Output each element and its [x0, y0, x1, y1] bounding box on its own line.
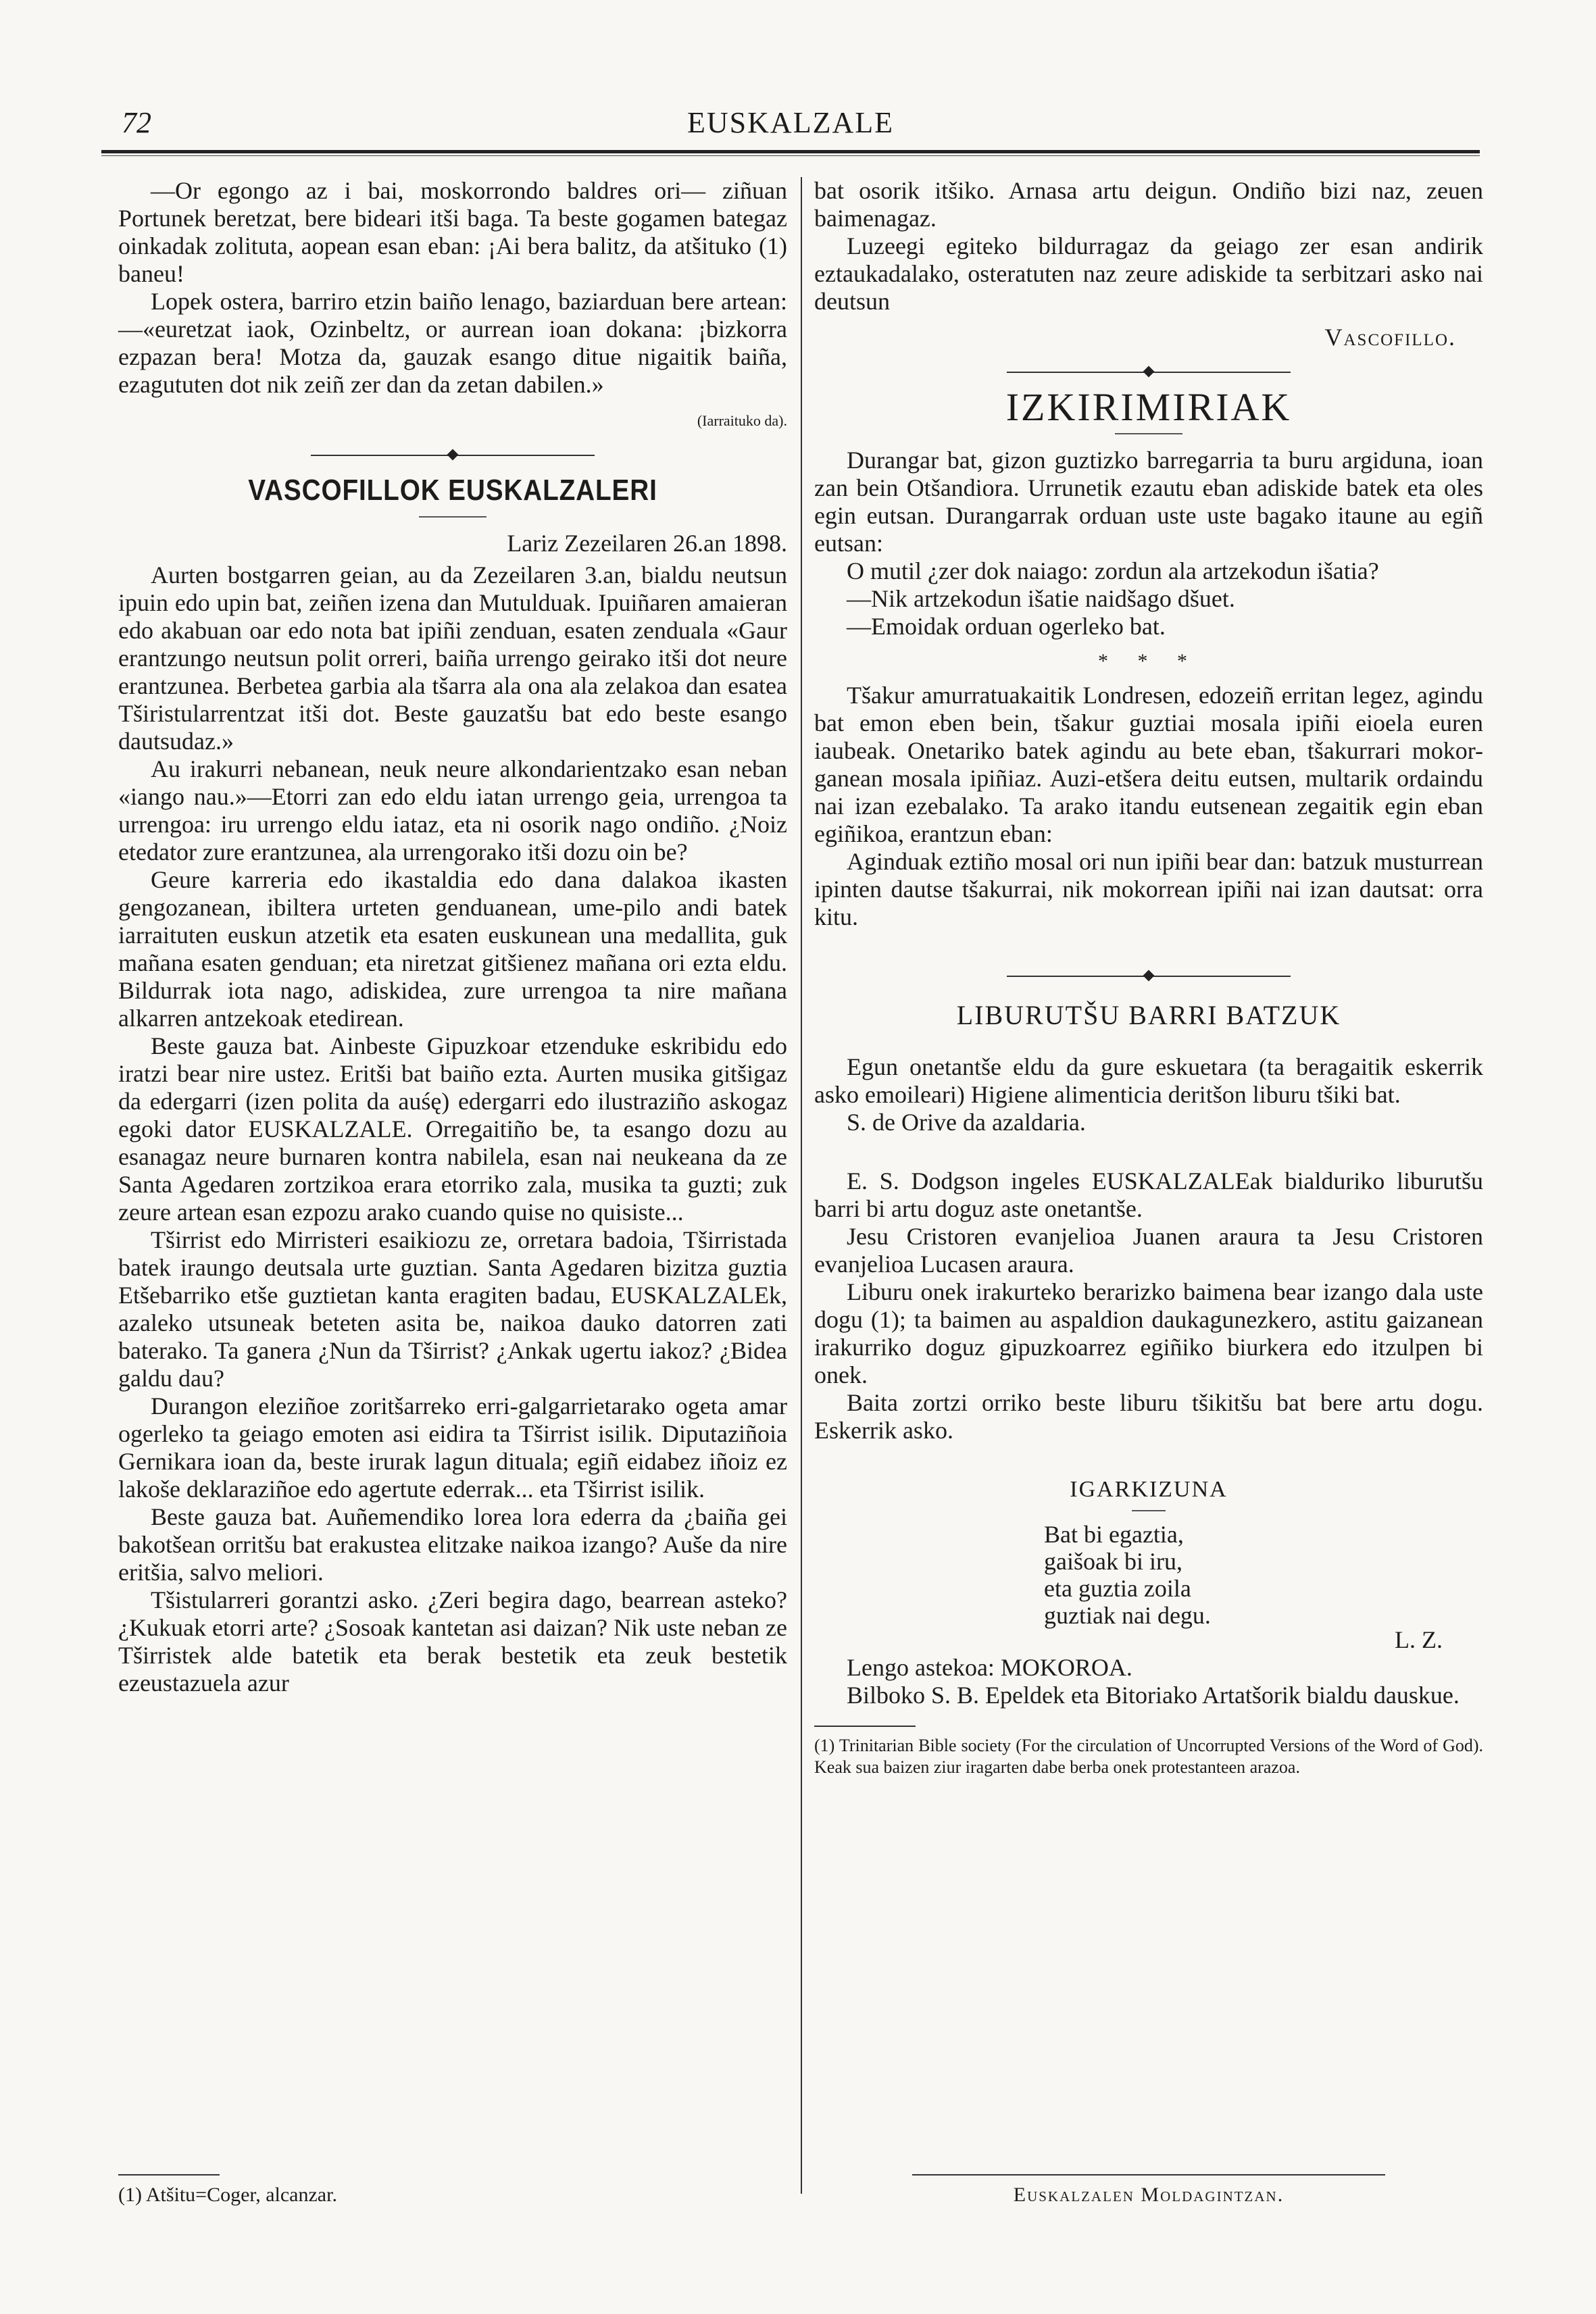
verse-line: gaišoak bi iru,: [1044, 1548, 1182, 1575]
column-divider: [801, 177, 802, 2194]
verse-line: guztiak nai degu.: [1044, 1602, 1211, 1629]
verse-line: eta guztia zoila: [1044, 1575, 1191, 1602]
footnote-rule: [814, 1726, 916, 1727]
ornament-divider: [1007, 368, 1291, 377]
letter-date: Lariz Zezeilaren 26.an 1898.: [507, 530, 787, 557]
verse-signature: L. Z.: [1395, 1626, 1443, 1653]
left-column: [118, 177, 787, 1697]
paragraph: Durangar bat, gizon guztizko barregarria ta buru argiduna, ioan zan bein Otšandiora. Urrunetik ezautu eban adiskide batek eta oles egin eutsan. Durangarrak orduan uste uste bagako itaune au egiñ eutsan:: [814, 447, 1483, 557]
paragraph: Aginduak eztiño mosal ori nun ipiñi bear dan: batzuk musturrean ipinten dautse tšakurrai, nik mokorrean ipiñi nai izan dautsat: orra kitu.: [814, 848, 1483, 930]
paragraph: Au irakurri nebanean, neuk neure alkondarientzako esan neban «iango nau.»—Etorri zan edo eldu iatan urrengo geia, urrengoa ta urrengoa: iru urrengo eldu iataz, eta ni osorik nago ondiño. ¿Noiz etedator zure erantzunea, ala urrengorako itši dozu oin be?: [118, 755, 787, 865]
printer-imprint: Euskalzalen Moldagintzan.: [1013, 2184, 1285, 2206]
paragraph: Bilboko S. B. Epeldek eta Bitoriako Artatšorik bialdu dauskue.: [847, 1682, 1460, 1709]
paragraph: bat osorik itšiko. Arnasa artu deigun. Ondiño bizi naz, zeuen baimenagaz.: [814, 177, 1483, 232]
riddle-verse: [1044, 1521, 1483, 1629]
short-rule: [1132, 1510, 1166, 1511]
section-title: LIBURUTŠU BARRI BATZUK: [956, 1000, 1341, 1030]
paragraph: Aurten bostgarren geian, au da Zezeilaren 3.an, bialdu neutsun ipuin edo upin bat, zeiñen izena dan Mutulduak. Ipuiñaren amaieran edo akabuan oar edo nota bat ipiñi zenduan, esaten zenduala «Gaur erantzungo neutsun polit orreri, baiña urrengo geirako itši dot neure erantzunea. Berbetea garbia ala tšarra ala ona ala zelakoa dan esatea Tširistularrentzat itši dot. Beste gauzatšu bat edo beste esango dautsudaz.»: [118, 561, 787, 755]
section-title: IGARKIZUNA: [1070, 1477, 1228, 1502]
footnote-left: (1) Atšitu=Coger, alcanzar.: [118, 2184, 337, 2206]
paragraph: S. de Orive da azaldaria.: [847, 1109, 1086, 1136]
paragraph: —Or egongo az i bai, moskorrondo baldres ori— ziñuan Portunek beretzat, bere bideari itši baga. Ta beste gogamen bategaz oinkadak zolituta, aopean esan eban: ¡Ai bera balitz, da atšituko (1) baneu!: [118, 177, 787, 287]
ornament-divider: [1007, 972, 1291, 981]
paragraph: —Nik artzekodun išatie naidšago dšuet.: [847, 585, 1235, 612]
footnote-right: (1) Trinitarian Bible society (For the circulation of Uncorrupted Versions of the Word of God). Keak sua baizen ziur iragarten dabe berba onek protestanteen arazoa.: [814, 1736, 1483, 1777]
paragraph: Geure karreria edo ikastaldia edo dana dalakoa ikasten gengozanean, ibiltera urteten genduanean, ume-pilo andi batek iarraituten euskun atzetik eta esaten euskunean una medallita, guk mañana esaten genduan; eta niretzat gitšienez mañana ori ezta eldu. Bildurrak iota nago, adiskidea, zure urrengoa ta nire mañana alkarren antzekoak etedirean.: [118, 866, 787, 1032]
paragraph: Tširrist edo Mirristeri esaikiozu ze, orretara badoia, Tširristada batek iraungo deutsala urte guztian. Santa Agedaren bizitza guztia Etšebarriko etše guztietan kanta eragiten badau, EUSKALZALEk, azaleko utsuneak beteten asita be, naikoa dauko datorren zati baterako. Ta ganera ¿Nun da Tširrist? ¿Ankak ugertu iakoz? ¿Bidea galdu dau?: [118, 1226, 787, 1392]
paragraph: Jesu Cristoren evanjelioa Juanen araura ta Jesu Cristoren evanjelioa Lucasen araura.: [814, 1223, 1483, 1278]
paragraph: Egun onetantše eldu da gure eskuetara (ta beragaitik eskerrik asko emoileari) Higiene alimenticia deritšon liburu tšiki bat.: [814, 1053, 1483, 1108]
ornament-divider: [311, 451, 595, 460]
paragraph: Luzeegi egiteko bildurragaz da geiago zer esan andirik eztaukadalako, osteratuten naz zeure adiskide ta serbitzari asko nai deutsun: [814, 232, 1483, 315]
page-header: [101, 100, 1480, 147]
section-title: IZKIRIMIRIAK: [1005, 385, 1292, 429]
paragraph: Beste gauza bat. Ainbeste Gipuzkoar etzenduke eskribidu edo iratzi bear nire ustez. Eritši bat baiño ezta. Aurten musika gitšigaz da edergarri (izen polita da auśę) edergarri edo ilustraziño askogaz egoki dator EUSKALZALE. Orregaitiño be, ta esango dozu au esanagaz neure burnaren kontra nabilela, esan nai neukeana da ze Santa Agedaren zortzikoa erara etorriko zala, musika ta guzti; zuk zeure artean esan ezpozu arako cuando quise no quisiste...: [118, 1032, 787, 1226]
asterism: * * *: [1098, 650, 1199, 672]
paragraph: Beste gauza bat. Auñemendiko lorea lora ederra da ¿baiña gei bakotšean orritšu bat erakustea elitzake naikoa izango? Auše da nire eritšia, salvo meliori.: [118, 1503, 787, 1586]
short-rule: [419, 516, 487, 518]
paragraph: Lengo astekoa: MOKOROA.: [847, 1654, 1132, 1681]
section-title: VASCOFILLOK EUSKALZALERI: [248, 474, 657, 507]
signature: Vascofillo.: [1324, 324, 1456, 351]
page-number: 72: [122, 106, 151, 139]
footer-rule: [912, 2174, 1385, 2175]
paragraph: O mutil ¿zer dok naiago: zordun ala artzekodun išatia?: [847, 557, 1379, 584]
continuation-note: (Iarraituko da).: [697, 412, 787, 429]
paragraph: Liburu onek irakurteko berarizko baimena bear izango dala uste dogu (1); ta baimen au aspaldion daukagunezkero, astitu gaizanean irakurriko doguz gipuzkoarrez egiñiko biurkera edo itzulpen bi onek.: [814, 1278, 1483, 1388]
paragraph: Baita zortzi orriko beste liburu tšikitšu bat bere artu dogu. Eskerrik asko.: [814, 1389, 1483, 1444]
footnote-rule: [118, 2174, 220, 2175]
right-column: [814, 177, 1483, 1778]
header-rule: [101, 150, 1480, 153]
paragraph: E. S. Dodgson ingeles EUSKALZALEak bialduriko liburutšu barri bi artu doguz aste onetantše.: [814, 1167, 1483, 1222]
header-rule-thin: [101, 155, 1480, 156]
paragraph: —Emoidak orduan ogerleko bat.: [847, 613, 1166, 640]
paragraph: Tšakur amurratuakaitik Londresen, edozeiñ erritan legez, agindu bat emon eben bein, tšakur guztiai mosala ipiñi eioela euren iaubeak. Onetariko batek agindu au bete eban, tšakurrari mokor-ganean mosala ipiñiaz. Auzi-etšera deitu eutsen, multarik ordaindu nai izan ezebalako. Ta arako itandu eutsenean zegaitik egin eban egiñikoa, erantzun eban:: [814, 682, 1483, 847]
running-head: EUSKALZALE: [687, 106, 894, 139]
paragraph: Tšistularreri gorantzi asko. ¿Zeri begira dago, bearrean asteko? ¿Kukuak etorri arte? ¿Sosoak kantetan asi daizan? Nik uste neban ze Tširristek alde batetik eta berak bestetik eta zeuk bestetik ezeustazuela azur: [118, 1586, 787, 1696]
paragraph: Durangon eleziñoe zoritšarreko erri-galgarrietarako ogeta amar ogerleko ta geiago emoten asi eidira ta Tširrist isilik. Diputaziñoia Gernikara ioan da, beste irurak lagun dituala; egiñ eidabez iñoiz ez lakoše deklaraziñoe edo agertute ederrak... eta Tširrist isilik.: [118, 1392, 787, 1503]
verse-line: Bat bi egaztia,: [1044, 1521, 1184, 1548]
paragraph: Lopek ostera, barriro etzin baiño lenago, baziarduan bere artean:—«euretzat iaok, Ozinbeltz, or aurrean ioan dokana: ¡bizkorra ezpazan bera! Motza da, gauzak esango ditue nigaitik baiña, ezagututen dot nik zeiñ zer dan da zetan dabilen.»: [118, 288, 787, 398]
short-rule: [1115, 433, 1182, 434]
